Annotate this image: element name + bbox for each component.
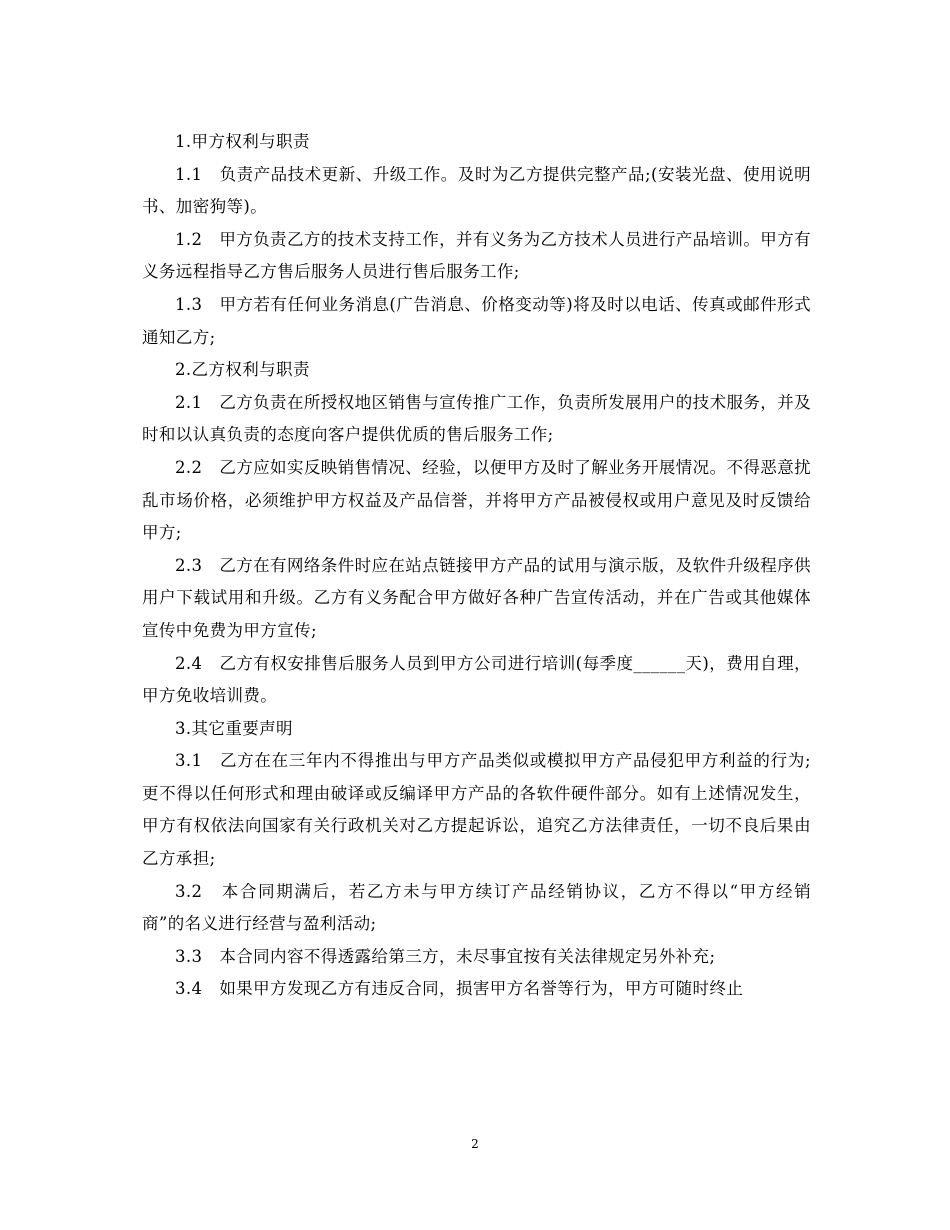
section-heading-1: 1.甲方权利与职责 (175, 132, 310, 151)
clause-3-1: 3.1 乙方在在三年内不得推出与甲方产品类似或模拟甲方产品侵犯甲方利益的行为;更不得以任何形式和理由破译或反编译甲方产品的各软件硬件部分。如有上述情况发生，甲方有权依法向国家有关行政机关对乙方提起诉讼，追究乙方法律责任，一切不良后果由乙方承担; (142, 751, 811, 869)
clause-3-4: 3.4 如果甲方发现乙方有违反合同，损害甲方名誉等行为，甲方可随时终止 (175, 979, 744, 999)
clause-2-2: 2.2 乙方应如实反映销售情况、经验，以便甲方及时了解业务开展情况。不得恶意扰乱市场价格，必须维护甲方权益及产品信誉，并将甲方产品被侵权或用户意见及时反馈给甲方; (142, 457, 811, 543)
clause-2-3: 2.3 乙方在有网络条件时应在站点链接甲方产品的试用与演示版，及软件升级程序供用户下载试用和升级。乙方有义务配合甲方做好各种广告宣传活动，并在广告或其他媒体宣传中免费为甲方宣传; (142, 555, 811, 640)
clause-1-2: 1.2 甲方负责乙方的技术支持工作，并有义务为乙方技术人员进行产品培训。甲方有义务远程指导乙方售后服务人员进行售后服务工作; (142, 229, 811, 282)
page-number: 2 (471, 1137, 479, 1151)
section-heading-2: 2.乙方权利与职责 (175, 360, 310, 380)
clause-2-1: 2.1 乙方负责在所授权地区销售与宣传推广工作，负责所发展用户的技术服务，并及时和以认真负责的态度向客户提供优质的售后服务工作; (142, 392, 811, 445)
clause-3-2: 3.2 本合同期满后，若乙方未与甲方续订产品经销协议，乙方不得以“甲方经销商”的名义进行经营与盈利活动; (142, 881, 811, 934)
section-heading-3: 3.其它重要声明 (175, 718, 293, 738)
clause-1-1: 1.1 负责产品技术更新、升级工作。及时为乙方提供完整产品;(安装光盘、使用说明书、加密狗等)。 (142, 164, 811, 217)
clause-2-4: 2.4 乙方有权安排售后服务人员到甲方公司进行培训(每季度______天)，费用自理，甲方免收培训费。 (142, 653, 811, 706)
document-body (142, 126, 811, 1006)
clause-3-3: 3.3 本合同内容不得透露给第三方，未尽事宜按有关法律规定另外补充; (175, 946, 716, 966)
clause-1-3: 1.3 甲方若有任何业务消息(广告消息、价格变动等)将及时以电话、传真或邮件形式通知乙方; (142, 294, 811, 347)
